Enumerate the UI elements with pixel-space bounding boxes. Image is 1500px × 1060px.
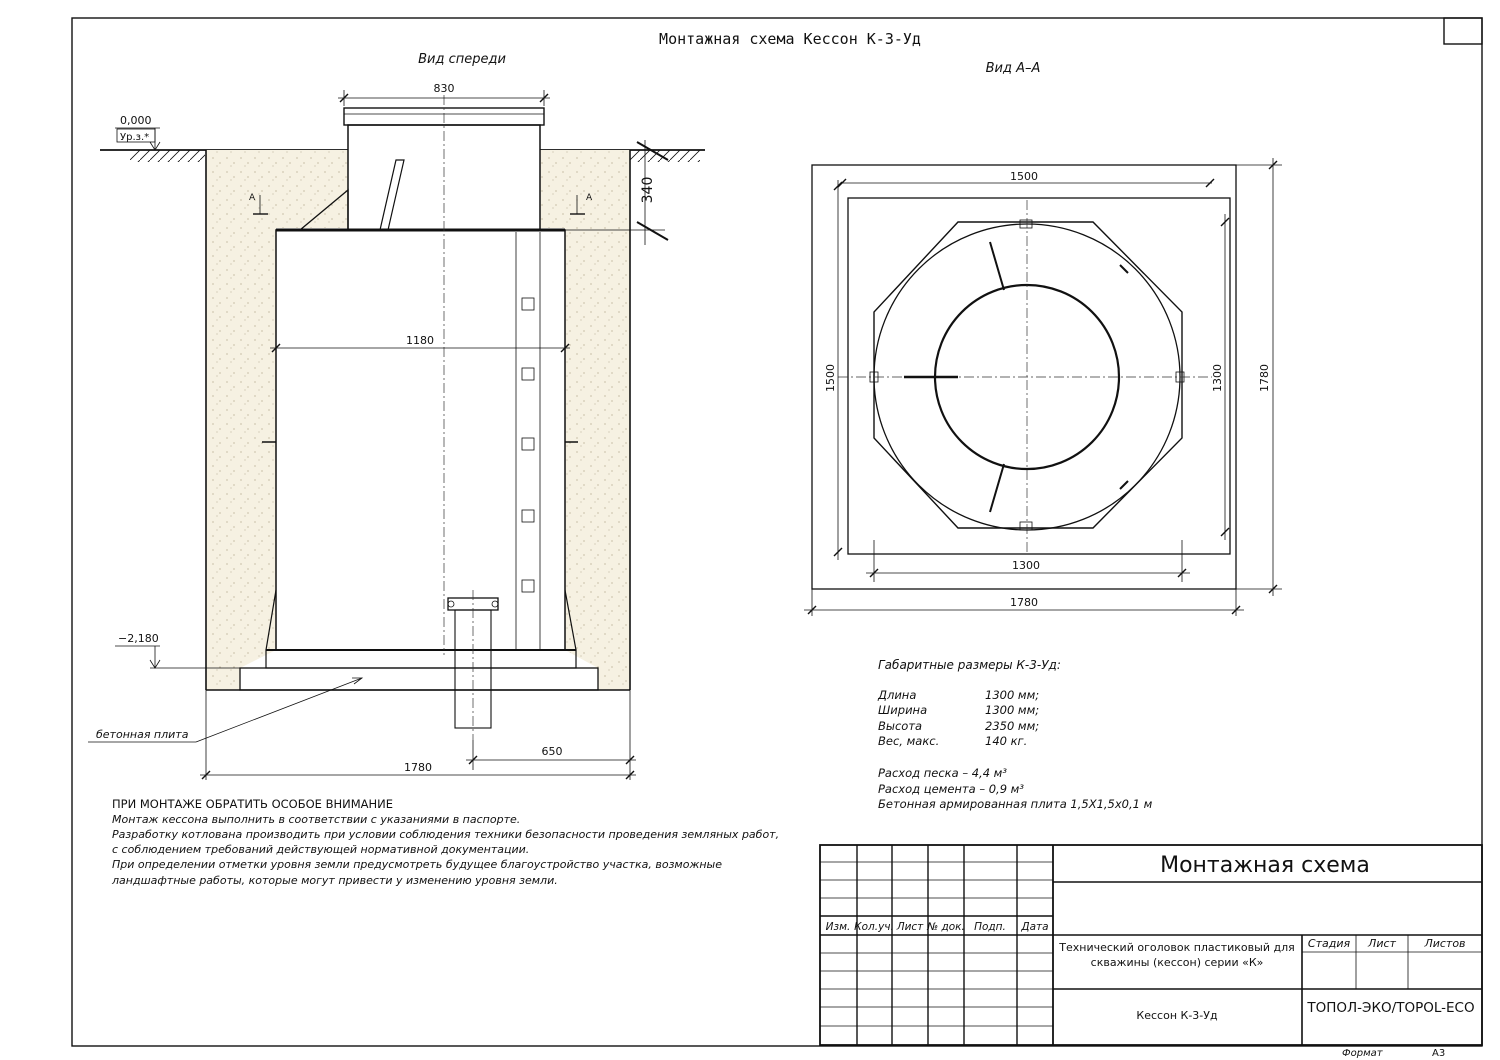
svg-text:340: 340 bbox=[640, 176, 656, 204]
spec-value: 140 кг. bbox=[985, 734, 1028, 748]
dim-1500-left bbox=[824, 180, 842, 560]
svg-text:A: A bbox=[586, 193, 593, 203]
dim-1500-top bbox=[838, 170, 1214, 187]
notes-block bbox=[111, 797, 779, 887]
tb-header-kol: Кол.уч. bbox=[854, 921, 894, 933]
note-line: При определении отметки уровня земли предусмотреть будущее благоустройство участка, возможные bbox=[112, 858, 722, 871]
stage-header: Стадия bbox=[1307, 937, 1351, 950]
specs-block bbox=[877, 658, 1153, 811]
tb-header-doc: № док. bbox=[927, 921, 965, 933]
company-name: ТОПОЛ-ЭКО/TOPOL-ECO bbox=[1307, 1000, 1475, 1016]
spec-label: Высота bbox=[878, 719, 923, 733]
svg-text:−2,180: −2,180 bbox=[118, 632, 159, 645]
dim-1780-right bbox=[1236, 158, 1282, 596]
tb-header-sign: Подп. bbox=[974, 921, 1006, 933]
corner-box bbox=[1444, 18, 1482, 44]
specs-heading: Габаритные размеры К-3-Уд: bbox=[878, 658, 1061, 672]
svg-text:бетонная плита: бетонная плита bbox=[96, 728, 189, 741]
description-line1: Технический оголовок пластиковый для bbox=[1059, 941, 1295, 954]
note-line: Монтаж кессона выполнить в соответствии с указаниями в паспорте. bbox=[112, 813, 521, 826]
dim-1780-bottom bbox=[804, 589, 1244, 616]
spec-label: Длина bbox=[878, 688, 917, 702]
svg-text:1300: 1300 bbox=[1012, 559, 1040, 572]
svg-text:Ур.з.*: Ур.з.* bbox=[120, 132, 150, 143]
dim-1780-front bbox=[200, 690, 636, 780]
spec-cement: Расход цемента – 0,9 м³ bbox=[878, 782, 1024, 796]
spec-label: Ширина bbox=[878, 703, 928, 717]
dim-1180 bbox=[270, 334, 570, 352]
doc-title: Монтажная схема bbox=[1160, 853, 1370, 878]
svg-text:A: A bbox=[249, 193, 256, 203]
format-value: А3 bbox=[1432, 1048, 1446, 1059]
svg-text:830: 830 bbox=[433, 82, 455, 95]
dim-1300-right bbox=[1211, 214, 1229, 540]
svg-text:1780: 1780 bbox=[404, 761, 432, 774]
svg-text:1180: 1180 bbox=[406, 334, 434, 347]
notes-heading: ПРИ МОНТАЖЕ ОБРАТИТЬ ОСОБОЕ ВНИМАНИЕ bbox=[112, 797, 394, 811]
level-marker-top bbox=[115, 114, 160, 150]
spec-value: 2350 мм; bbox=[985, 719, 1040, 733]
note-line: ландшафтные работы, которые могут привести у изменению уровня земли. bbox=[112, 874, 558, 887]
svg-text:0,000: 0,000 bbox=[120, 114, 152, 127]
svg-text:1300: 1300 bbox=[1211, 364, 1224, 392]
section-plan bbox=[812, 165, 1236, 589]
spec-sand: Расход песка – 4,4 м³ bbox=[878, 766, 1007, 780]
tb-header-list: Лист bbox=[896, 921, 924, 933]
item-name: Кессон К-3-Уд bbox=[1136, 1009, 1218, 1022]
description-line2: скважины (кессон) серии «К» bbox=[1090, 956, 1264, 969]
svg-text:650: 650 bbox=[541, 745, 563, 758]
concrete-slab bbox=[240, 668, 598, 690]
note-line: Разработку котлована производить при условии соблюдения техники безопасности проведения земляных работ, bbox=[112, 828, 780, 841]
svg-text:1780: 1780 bbox=[1258, 364, 1271, 392]
svg-text:1500: 1500 bbox=[824, 364, 837, 392]
spec-slab: Бетонная армированная плита 1,5Х1,5х0,1 м bbox=[878, 797, 1153, 811]
section-view-label: Вид А–А bbox=[985, 61, 1041, 76]
dim-1300-bottom bbox=[866, 540, 1190, 582]
tb-header-izm: Изм. bbox=[825, 921, 851, 933]
sheet-title: Монтажная схема Кессон К-3-Уд bbox=[659, 30, 921, 48]
front-view-label: Вид спереди bbox=[418, 52, 506, 67]
spec-value: 1300 мм; bbox=[985, 703, 1040, 717]
tb-header-date: Дата bbox=[1021, 921, 1049, 933]
note-line: с соблюдением требований действующей нормативной документации. bbox=[112, 843, 530, 856]
svg-text:1500: 1500 bbox=[1010, 170, 1038, 183]
caisson-body bbox=[262, 230, 578, 668]
format-label: Формат bbox=[1342, 1048, 1383, 1059]
sheets-header: Листов bbox=[1424, 937, 1466, 950]
spec-label: Вес, макс. bbox=[878, 734, 940, 748]
sheet-header: Лист bbox=[1368, 937, 1396, 950]
svg-text:1780: 1780 bbox=[1010, 596, 1038, 609]
spec-value: 1300 мм; bbox=[985, 688, 1040, 702]
